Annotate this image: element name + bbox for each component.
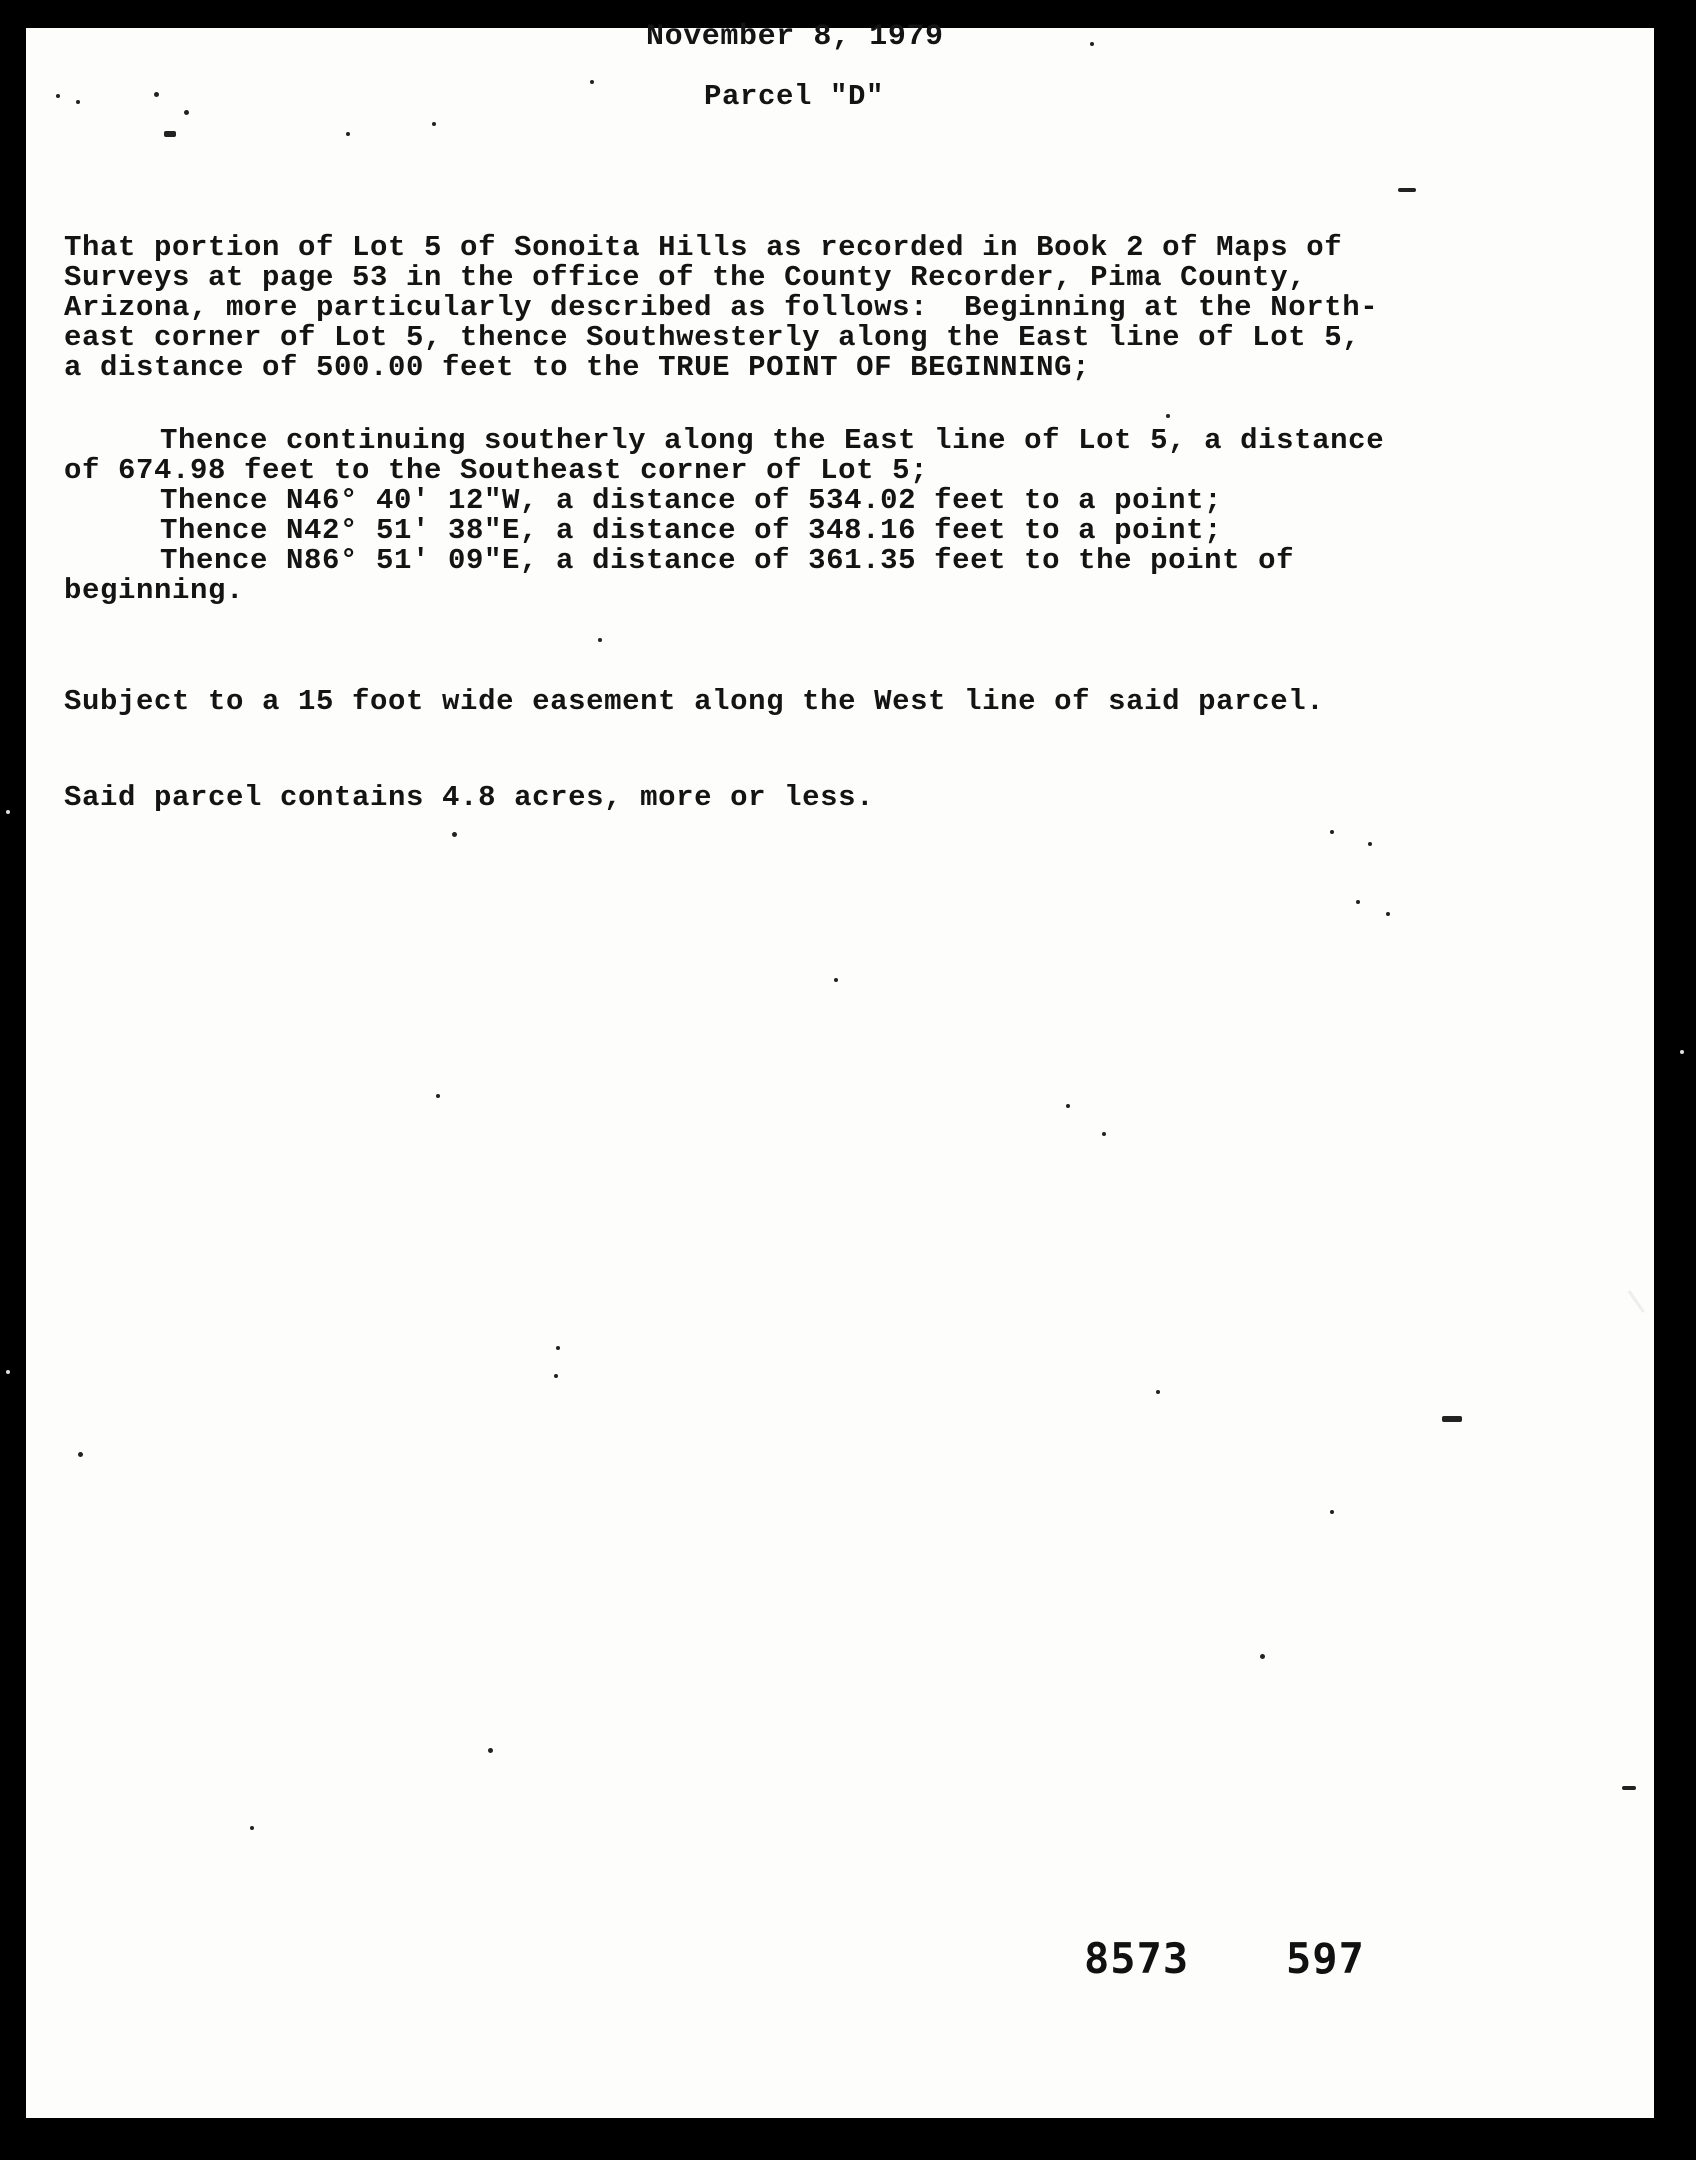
scan-speck bbox=[556, 1346, 560, 1350]
scan-speck bbox=[154, 92, 159, 97]
document-date: November 8, 1979 bbox=[646, 20, 944, 54]
scan-speck bbox=[1166, 414, 1170, 418]
scan-speck bbox=[184, 110, 189, 115]
book-number: 8573 bbox=[1084, 1934, 1190, 1983]
scan-speck bbox=[78, 1452, 83, 1457]
scan-speck bbox=[56, 94, 60, 98]
scan-speck bbox=[1442, 1416, 1462, 1422]
scan-speck bbox=[76, 100, 80, 104]
scan-speck bbox=[452, 832, 457, 837]
scan-speck bbox=[6, 1370, 10, 1374]
document-page bbox=[26, 20, 1654, 2118]
acreage-note: Said parcel contains 4.8 acres, more or less. bbox=[64, 781, 875, 814]
scan-speck bbox=[1090, 42, 1094, 46]
scan-speck bbox=[1680, 1050, 1684, 1054]
course-line: Thence N42° 51' 38"E, a distance of 348.16 feet to a point; bbox=[160, 514, 1223, 547]
scan-speck bbox=[554, 1374, 558, 1378]
scan-speck bbox=[6, 810, 10, 814]
scan-speck bbox=[1368, 842, 1372, 846]
scan-speck bbox=[1622, 1786, 1636, 1790]
scan-speck bbox=[436, 1094, 440, 1098]
scan-speck bbox=[1356, 900, 1360, 904]
page-number: 597 bbox=[1286, 1934, 1365, 1983]
easement-note: Subject to a 15 foot wide easement along the West line of said parcel. bbox=[64, 685, 1325, 718]
scan-speck bbox=[1330, 830, 1334, 834]
course-line: of 674.98 feet to the Southeast corner of Lot 5; bbox=[64, 454, 929, 487]
paragraph-line: east corner of Lot 5, thence Southwesterly along the East line of Lot 5, bbox=[64, 321, 1361, 354]
scan-speck bbox=[590, 80, 594, 84]
paragraph-line: a distance of 500.00 feet to the TRUE POINT OF BEGINNING; bbox=[64, 351, 1091, 384]
course-line: Thence N86° 51' 09"E, a distance of 361.35 feet to the point of bbox=[160, 544, 1295, 577]
scan-speck bbox=[1330, 1510, 1334, 1514]
survey-courses bbox=[64, 426, 1384, 606]
parcel-title: Parcel "D" bbox=[704, 80, 885, 113]
course-line: beginning. bbox=[64, 574, 245, 607]
scan-speck bbox=[164, 131, 176, 137]
paragraph-line: Surveys at page 53 in the office of the County Recorder, Pima County, bbox=[64, 261, 1307, 294]
scan-speck bbox=[598, 638, 602, 642]
paragraph-line: That portion of Lot 5 of Sonoita Hills as recorded in Book 2 of Maps of bbox=[64, 231, 1343, 264]
scan-speck bbox=[1102, 1132, 1106, 1136]
scan-speck bbox=[250, 1826, 254, 1830]
course-line: Thence N46° 40' 12"W, a distance of 534.02 feet to a point; bbox=[160, 484, 1223, 517]
scan-speck bbox=[1260, 1654, 1265, 1659]
paragraph-line: Arizona, more particularly described as follows: Beginning at the North- bbox=[64, 291, 1379, 324]
scan-speck bbox=[1386, 912, 1390, 916]
scan-speck bbox=[488, 1748, 493, 1753]
scan-speck bbox=[834, 978, 838, 982]
legal-description-paragraph bbox=[64, 233, 1378, 383]
scan-speck bbox=[432, 122, 436, 126]
course-line: Thence continuing southerly along the East line of Lot 5, a distance bbox=[160, 424, 1385, 457]
scan-speck bbox=[346, 132, 350, 136]
scan-speck bbox=[1398, 188, 1416, 192]
scan-speck bbox=[1066, 1104, 1070, 1108]
scan-speck bbox=[1156, 1390, 1160, 1394]
